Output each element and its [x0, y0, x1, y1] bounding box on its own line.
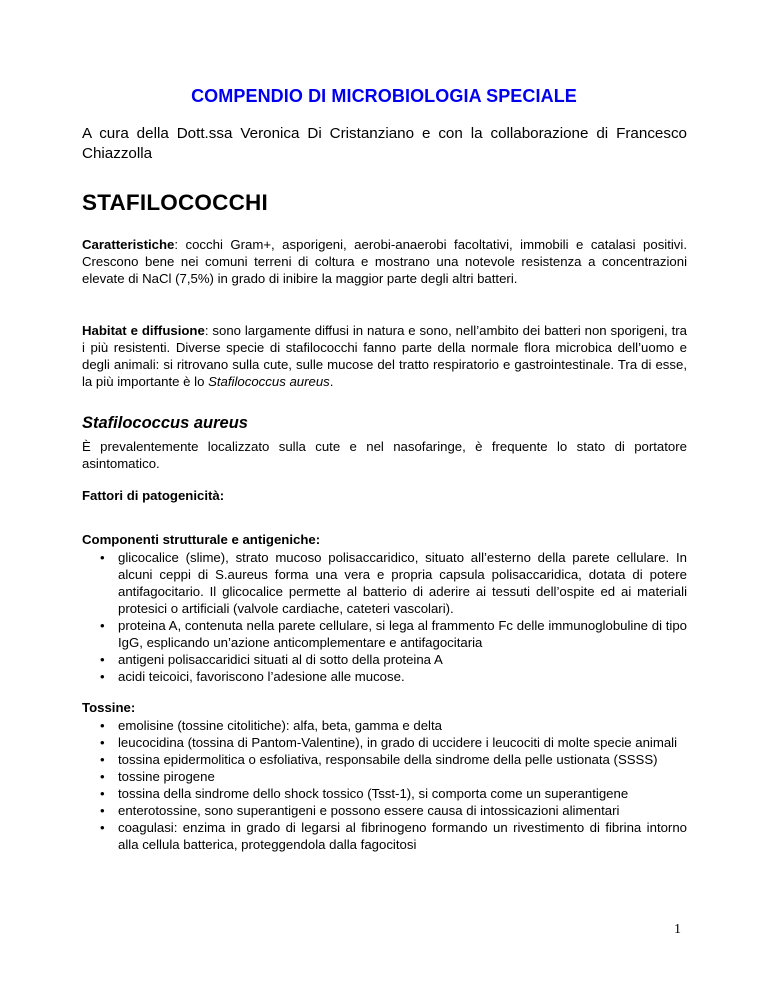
intro-paragraph: È prevalentemente localizzato sulla cute e nel nasofaringe, è frequente lo stato di portatore asintomatico.	[82, 439, 687, 471]
list-item	[100, 668, 687, 685]
bullet-icon: •	[100, 669, 105, 684]
componenti-list	[100, 549, 687, 685]
list-item	[100, 785, 687, 802]
fattori-label: Fattori di patogenicità:	[82, 488, 225, 503]
caratteristiche-label: Caratteristiche	[82, 237, 175, 252]
list-item	[100, 734, 687, 751]
list-item-text: glicocalice (slime), strato mucoso polisaccaridico, situato all’esterno della parete cellulare. In alcuni ceppi di S.aureus forma una vera e propria capsula polisaccaridica, dotata di potere antifagocitario. Il glicocalice permette al batterio di aderire ai tessuti dell’ospite ed ai materiali protesici o artificiali (valvole cardiache, cateteri vascolari).	[118, 550, 687, 616]
list-item-text: coagulasi: enzima in grado di legarsi al fibrinogeno formando un rivestimento di fibrina intorno alla cellula batterica, proteggendola dalla fagocitosi	[118, 820, 687, 852]
habitat-end: .	[329, 374, 334, 389]
list-item-text: tossina epidermolitica o esfoliativa, responsabile della sindrome della pelle ustionata (SSSS)	[118, 752, 658, 767]
bullet-icon: •	[100, 769, 105, 784]
list-item	[100, 651, 687, 668]
tossine-list	[100, 717, 687, 853]
list-item-text: tossina della sindrome dello shock tossico (Tsst-1), si comporta come un superantigene	[118, 786, 629, 801]
bullet-icon: •	[100, 618, 105, 633]
habitat-text: : sono largamente diffusi in natura e sono, nell’ambito dei batteri non sporigeni, tra i più resistenti. Diverse specie di stafilococchi fanno parte della normale flora microbica dell’uomo e degli animali: si ritrovano sulla cute, sulle mucose del tratto respiratorio e gastrointestinale. Tra di esse, la più importante è lo	[82, 323, 688, 389]
bullet-icon: •	[100, 803, 105, 818]
list-item-text: tossine pirogene	[118, 769, 215, 784]
bullet-icon: •	[100, 752, 105, 767]
list-item-text: emolisine (tossine citolitiche): alfa, beta, gamma e delta	[118, 718, 442, 733]
bullet-icon: •	[100, 820, 105, 835]
credits-line: A cura della Dott.ssa Veronica Di Cristanziano e con la collaborazione di Francesco Chiazzolla	[82, 125, 687, 162]
section-heading: STAFILOCOCCHI	[82, 190, 268, 215]
habitat-label: Habitat e diffusione	[82, 323, 205, 338]
bullet-icon: •	[100, 550, 105, 565]
bullet-icon: •	[100, 652, 105, 667]
list-item-text: leucocidina (tossina di Pantom-Valentine), in grado di uccidere i leucociti di molte specie animali	[118, 735, 678, 750]
list-item-text: antigeni polisaccaridici situati al di sotto della proteina A	[118, 652, 443, 667]
list-item	[100, 717, 687, 734]
list-item	[100, 819, 687, 853]
componenti-label: Componenti strutturale e antigeniche:	[82, 532, 321, 547]
list-item-text: acidi teicoici, favoriscono l’adesione alle mucose.	[118, 669, 405, 684]
habitat-paragraph	[82, 322, 687, 390]
bullet-icon: •	[100, 735, 105, 750]
list-item-text: proteina A, contenuta nella parete cellulare, si lega al frammento Fc delle immunoglobuline di tipo IgG, esplicando un’azione anticomplementare e antifagocitaria	[118, 618, 687, 650]
caratteristiche-paragraph	[82, 236, 687, 287]
page-number: 1	[674, 922, 681, 937]
habitat-species: Stafilococcus aureus	[208, 374, 330, 389]
list-item	[100, 549, 687, 617]
tossine-label: Tossine:	[82, 700, 136, 715]
list-item	[100, 768, 687, 785]
list-item	[100, 751, 687, 768]
bullet-icon: •	[100, 718, 105, 733]
subsection-heading: Stafilococcus aureus	[82, 414, 248, 432]
bullet-icon: •	[100, 786, 105, 801]
list-item-text: enterotossine, sono superantigeni e possono essere causa di intossicazioni alimentari	[118, 803, 620, 818]
document-title: COMPENDIO DI MICROBIOLOGIA SPECIALE	[191, 86, 577, 106]
list-item	[100, 617, 687, 651]
caratteristiche-text: : cocchi Gram+, asporigeni, aerobi-anaerobi facoltativi, immobili e catalasi positivi. Crescono bene nei comuni terreni di coltura e mostrano una notevole resistenza a concentrazioni elevate di NaCl (7,5%) in grado di inibire la maggior parte degli altri batteri.	[82, 237, 687, 286]
list-item	[100, 802, 687, 819]
